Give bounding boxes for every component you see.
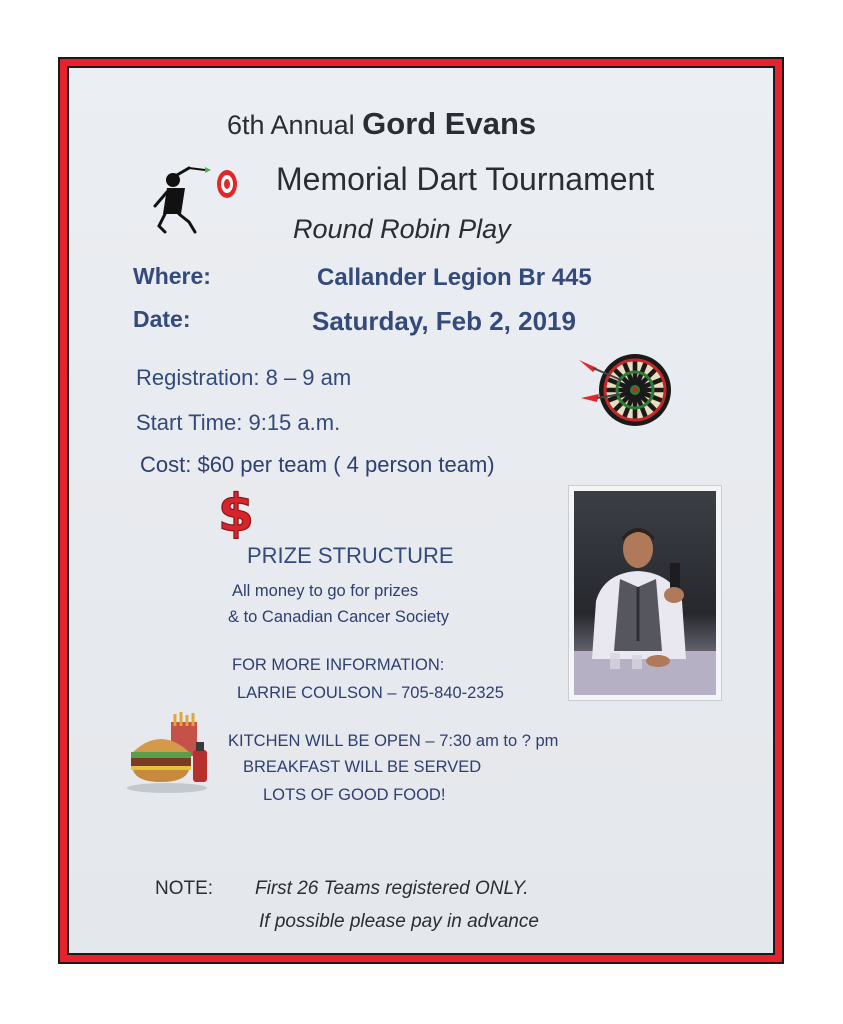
start-time: Start Time: 9:15 a.m. — [136, 410, 341, 435]
date-value: Saturday, Feb 2, 2019 — [312, 306, 576, 336]
kitchen-line-3: LOTS OF GOOD FOOD! — [263, 786, 446, 804]
svg-text:$: $ — [217, 484, 255, 539]
prize-line-1: All money to go for prizes — [232, 582, 419, 600]
where-value: Callander Legion Br 445 — [317, 264, 592, 291]
note-line-2: If possible please pay in advance — [259, 911, 539, 932]
honoree-name: Gord Evans — [362, 106, 537, 141]
kitchen-line-1: KITCHEN WILL BE OPEN – 7:30 am to ? pm — [228, 732, 559, 750]
info-heading: FOR MORE INFORMATION: — [232, 656, 445, 674]
event-format: Round Robin Play — [293, 214, 511, 244]
prize-line-2: & to Canadian Cancer Society — [228, 608, 450, 626]
registration-time: Registration: 8 – 9 am — [136, 365, 352, 390]
contact-line: LARRIE COULSON – 705-840-2325 — [237, 684, 504, 702]
poster-border — [58, 57, 784, 964]
title-line — [227, 106, 536, 142]
note-line-1: First 26 Teams registered ONLY. — [255, 878, 529, 899]
note-label: NOTE: — [155, 878, 214, 899]
prize-heading: PRIZE STRUCTURE — [247, 543, 454, 568]
memorial-portrait-photo — [569, 486, 721, 700]
poster — [67, 66, 775, 955]
title-prefix: 6th Annual — [227, 110, 355, 140]
portrait-illustration — [574, 491, 716, 695]
where-label: Where: — [133, 263, 211, 289]
target-icon — [215, 168, 239, 200]
dartboard-icon — [577, 350, 681, 430]
date-label: Date: — [133, 306, 191, 332]
event-title: Memorial Dart Tournament — [276, 161, 655, 197]
burger-fries-icon — [121, 712, 217, 796]
kitchen-line-2: BREAKFAST WILL BE SERVED — [243, 758, 482, 776]
cost: Cost: $60 per team ( 4 person team) — [140, 452, 495, 477]
dollar-sign-icon — [215, 481, 257, 539]
